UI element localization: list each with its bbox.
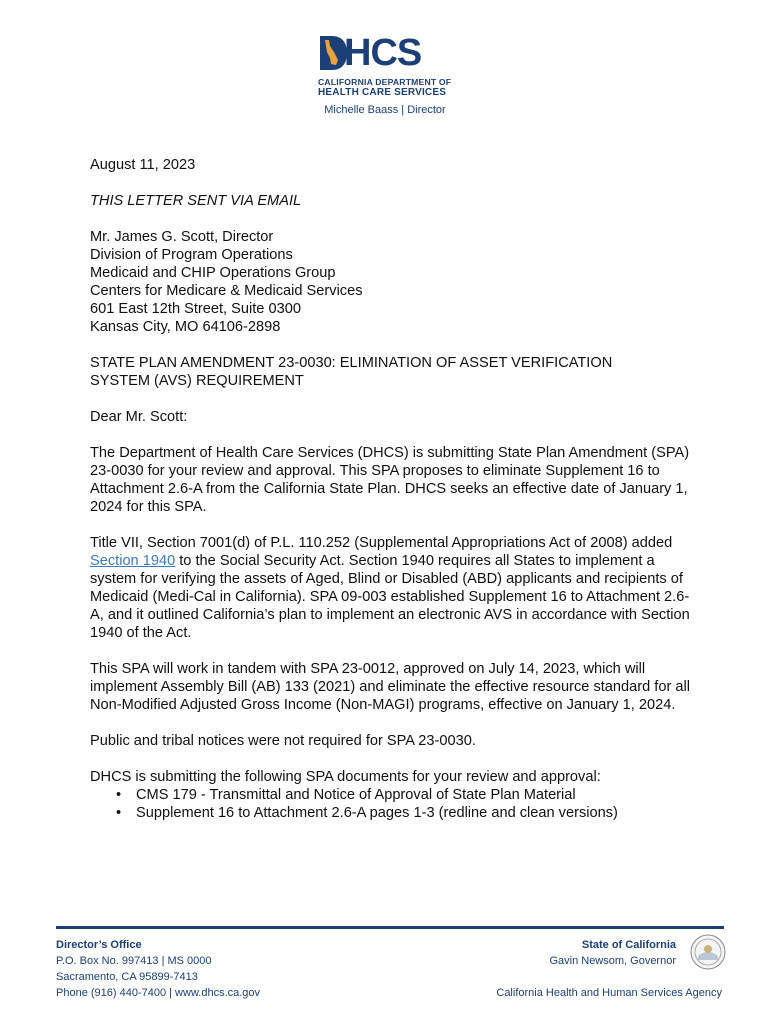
- delivery-note: THIS LETTER SENT VIA EMAIL: [90, 193, 302, 209]
- subject-line: [90, 354, 690, 390]
- paragraph-3: This SPA will work in tandem with SPA 23-0012, approved on July 14, 2023, which will implement Assembly Bill (AB) 133 (2021) and eliminate the effective resource standard for all Non-Modified Adjusted Gross Income (Non-MAGI) programs, effective on January 1, 2024.: [90, 661, 690, 713]
- letter-body: [90, 156, 690, 822]
- footer-office: [56, 937, 260, 1001]
- subject-line-2: SYSTEM (AVS) REQUIREMENT: [90, 373, 304, 389]
- dhcs-logo: [318, 32, 458, 99]
- paragraph-1: The Department of Health Care Services (DHCS) is submitting State Plan Amendment (SPA) 23-0030 for your review and approval. This SPA proposes to eliminate Supplement 16 to Attachment 2.6-A from the California State Plan. DHCS seeks an effective date of January 1, 2024 for this SPA.: [90, 445, 690, 515]
- paragraph-2-start: Title VII, Section 7001(d) of P.L. 110.252 (Supplemental Appropriations Act of 2008) added: [90, 535, 673, 551]
- letter-date: August 11, 2023: [90, 157, 196, 173]
- list-item: • Supplement 16 to Attachment 2.6-A pages 1-3 (redline and clean versions): [136, 804, 690, 822]
- document-list: [90, 786, 690, 822]
- recipient-line: 601 East 12th Street, Suite 0300: [90, 301, 301, 317]
- list-intro: DHCS is submitting the following SPA documents for your review and approval:: [90, 769, 601, 785]
- office-city: Sacramento, CA 95899-7413: [56, 971, 198, 983]
- office-contact: Phone (916) 440-7400 | www.dhcs.ca.gov: [56, 987, 261, 999]
- subject-line-1: STATE PLAN AMENDMENT 23-0030: ELIMINATION OF ASSET VERIFICATION: [90, 355, 613, 371]
- director-line: Michelle Baass | Director: [324, 104, 446, 116]
- paragraph-2-end: to the Social Security Act. Section 1940 requires all States to implement a system for verifying the assets of Aged, Blind or Disabled (ABD) applicants and recipients of Medicaid (Medi-Cal in California). SPA 09-003 established Supplement 16 to Attachment 2.6-A, and it outlined California’s plan to implement an electronic AVS in accordance with Section 1940 of the Act.: [90, 553, 690, 641]
- california-seal-icon: [690, 934, 726, 970]
- section-1940-link[interactable]: Section 1940: [90, 553, 176, 569]
- logo-line-2: HEALTH CARE SERVICES: [318, 87, 447, 98]
- logo-wordmark: HCS: [344, 32, 422, 74]
- logo-line-1: CALIFORNIA DEPARTMENT OF: [318, 77, 452, 87]
- governor-name: Gavin Newsom, Governor: [549, 955, 676, 967]
- recipient-address: [90, 228, 690, 336]
- paragraph-2: [90, 534, 690, 642]
- recipient-line: Medicaid and CHIP Operations Group: [90, 265, 336, 281]
- agency-name: California Health and Human Services Agency: [496, 987, 722, 999]
- recipient-line: Mr. James G. Scott, Director: [90, 229, 274, 245]
- recipient-line: Kansas City, MO 64106-2898: [90, 319, 281, 335]
- salutation: Dear Mr. Scott:: [90, 409, 188, 425]
- office-po-box: P.O. Box No. 997413 | MS 0000: [56, 955, 212, 967]
- recipient-line: Division of Program Operations: [90, 247, 293, 263]
- list-item: • CMS 179 - Transmittal and Notice of Approval of State Plan Material: [136, 786, 690, 804]
- office-title: Director’s Office: [56, 939, 142, 951]
- footer-state: [549, 937, 676, 969]
- footer-divider: [56, 926, 724, 929]
- state-name: State of California: [581, 939, 676, 951]
- paragraph-4: Public and tribal notices were not required for SPA 23-0030.: [90, 733, 476, 749]
- recipient-line: Centers for Medicare & Medicaid Services: [90, 283, 363, 299]
